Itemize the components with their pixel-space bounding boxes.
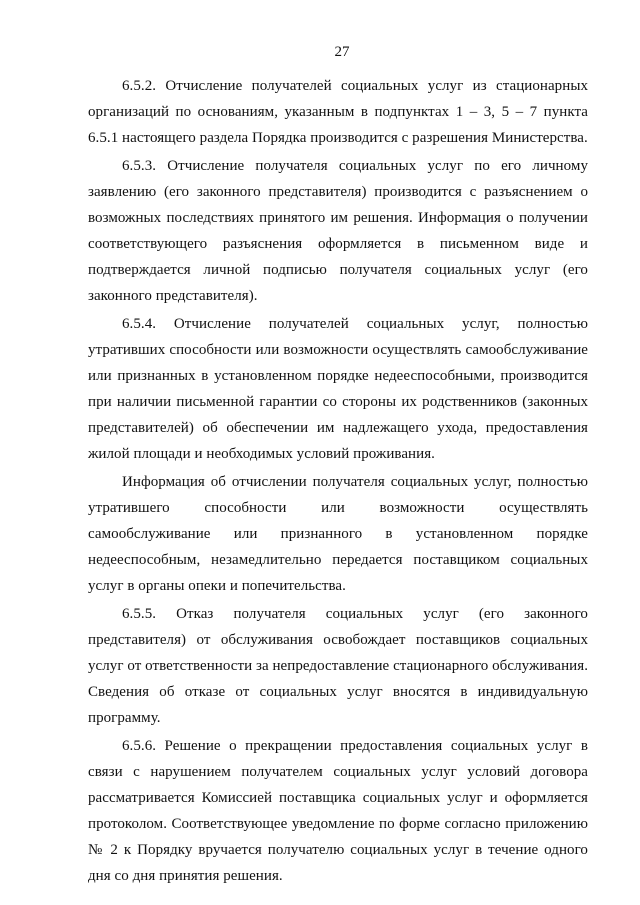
- paragraph-6-5-4: 6.5.4. Отчисление получателей социальных услуг, полностью утративших способности или возможности осуществлять самообслуживание или признанных в установленном порядке недееспособными, производится при наличии письменной гарантии со стороны их родственников (законных представителей) об обеспечении им надлежащего ухода, предоставления жилой площади и необходимых условий проживания.: [88, 316, 588, 462]
- paragraph-6-5-6: 6.5.6. Решение о прекращении предоставления социальных услуг в связи с нарушением получателем социальных услуг условий договора рассматривается Комиссией поставщика социальных услуг и оформляется протоколом. Соответствующее уведомление по форме согласно приложению № 2 к Порядку вручается получателю социальных услуг в течение одного дня со дня принятия решения.: [88, 738, 588, 884]
- page-number: 27: [334, 44, 350, 60]
- paragraph-6-5-3: 6.5.3. Отчисление получателя социальных услуг по его личному заявлению (его законного представителя) производится с разъяснением о возможных последствиях принятого им решения. Информация о получении соответствующего разъяснения оформляется в письменном виде и подтверждается личной подписью получателя социальных услуг (его законного представителя).: [88, 158, 588, 304]
- paragraph-6-5-5: 6.5.5. Отказ получателя социальных услуг (его законного представителя) от обслуживания освобождает поставщиков социальных услуг от ответственности за непредоставление стационарного обслуживания. Сведения об отказе от социальных услуг вносятся в индивидуальную программу.: [88, 606, 588, 726]
- paragraph-6-5-2: 6.5.2. Отчисление получателей социальных услуг из стационарных организаций по основаниям, указанным в подпунктах 1 – 3, 5 – 7 пункта 6.5.1 настоящего раздела Порядка производится с разрешения Министерства.: [88, 78, 588, 146]
- paragraph-information: Информация об отчислении получателя социальных услуг, полностью утратившего способности или возможности осуществлять самообслуживание или признанного в установленном порядке недееспособным, незамедлительно передается поставщиком социальных услуг в органы опеки и попечительства.: [88, 474, 588, 594]
